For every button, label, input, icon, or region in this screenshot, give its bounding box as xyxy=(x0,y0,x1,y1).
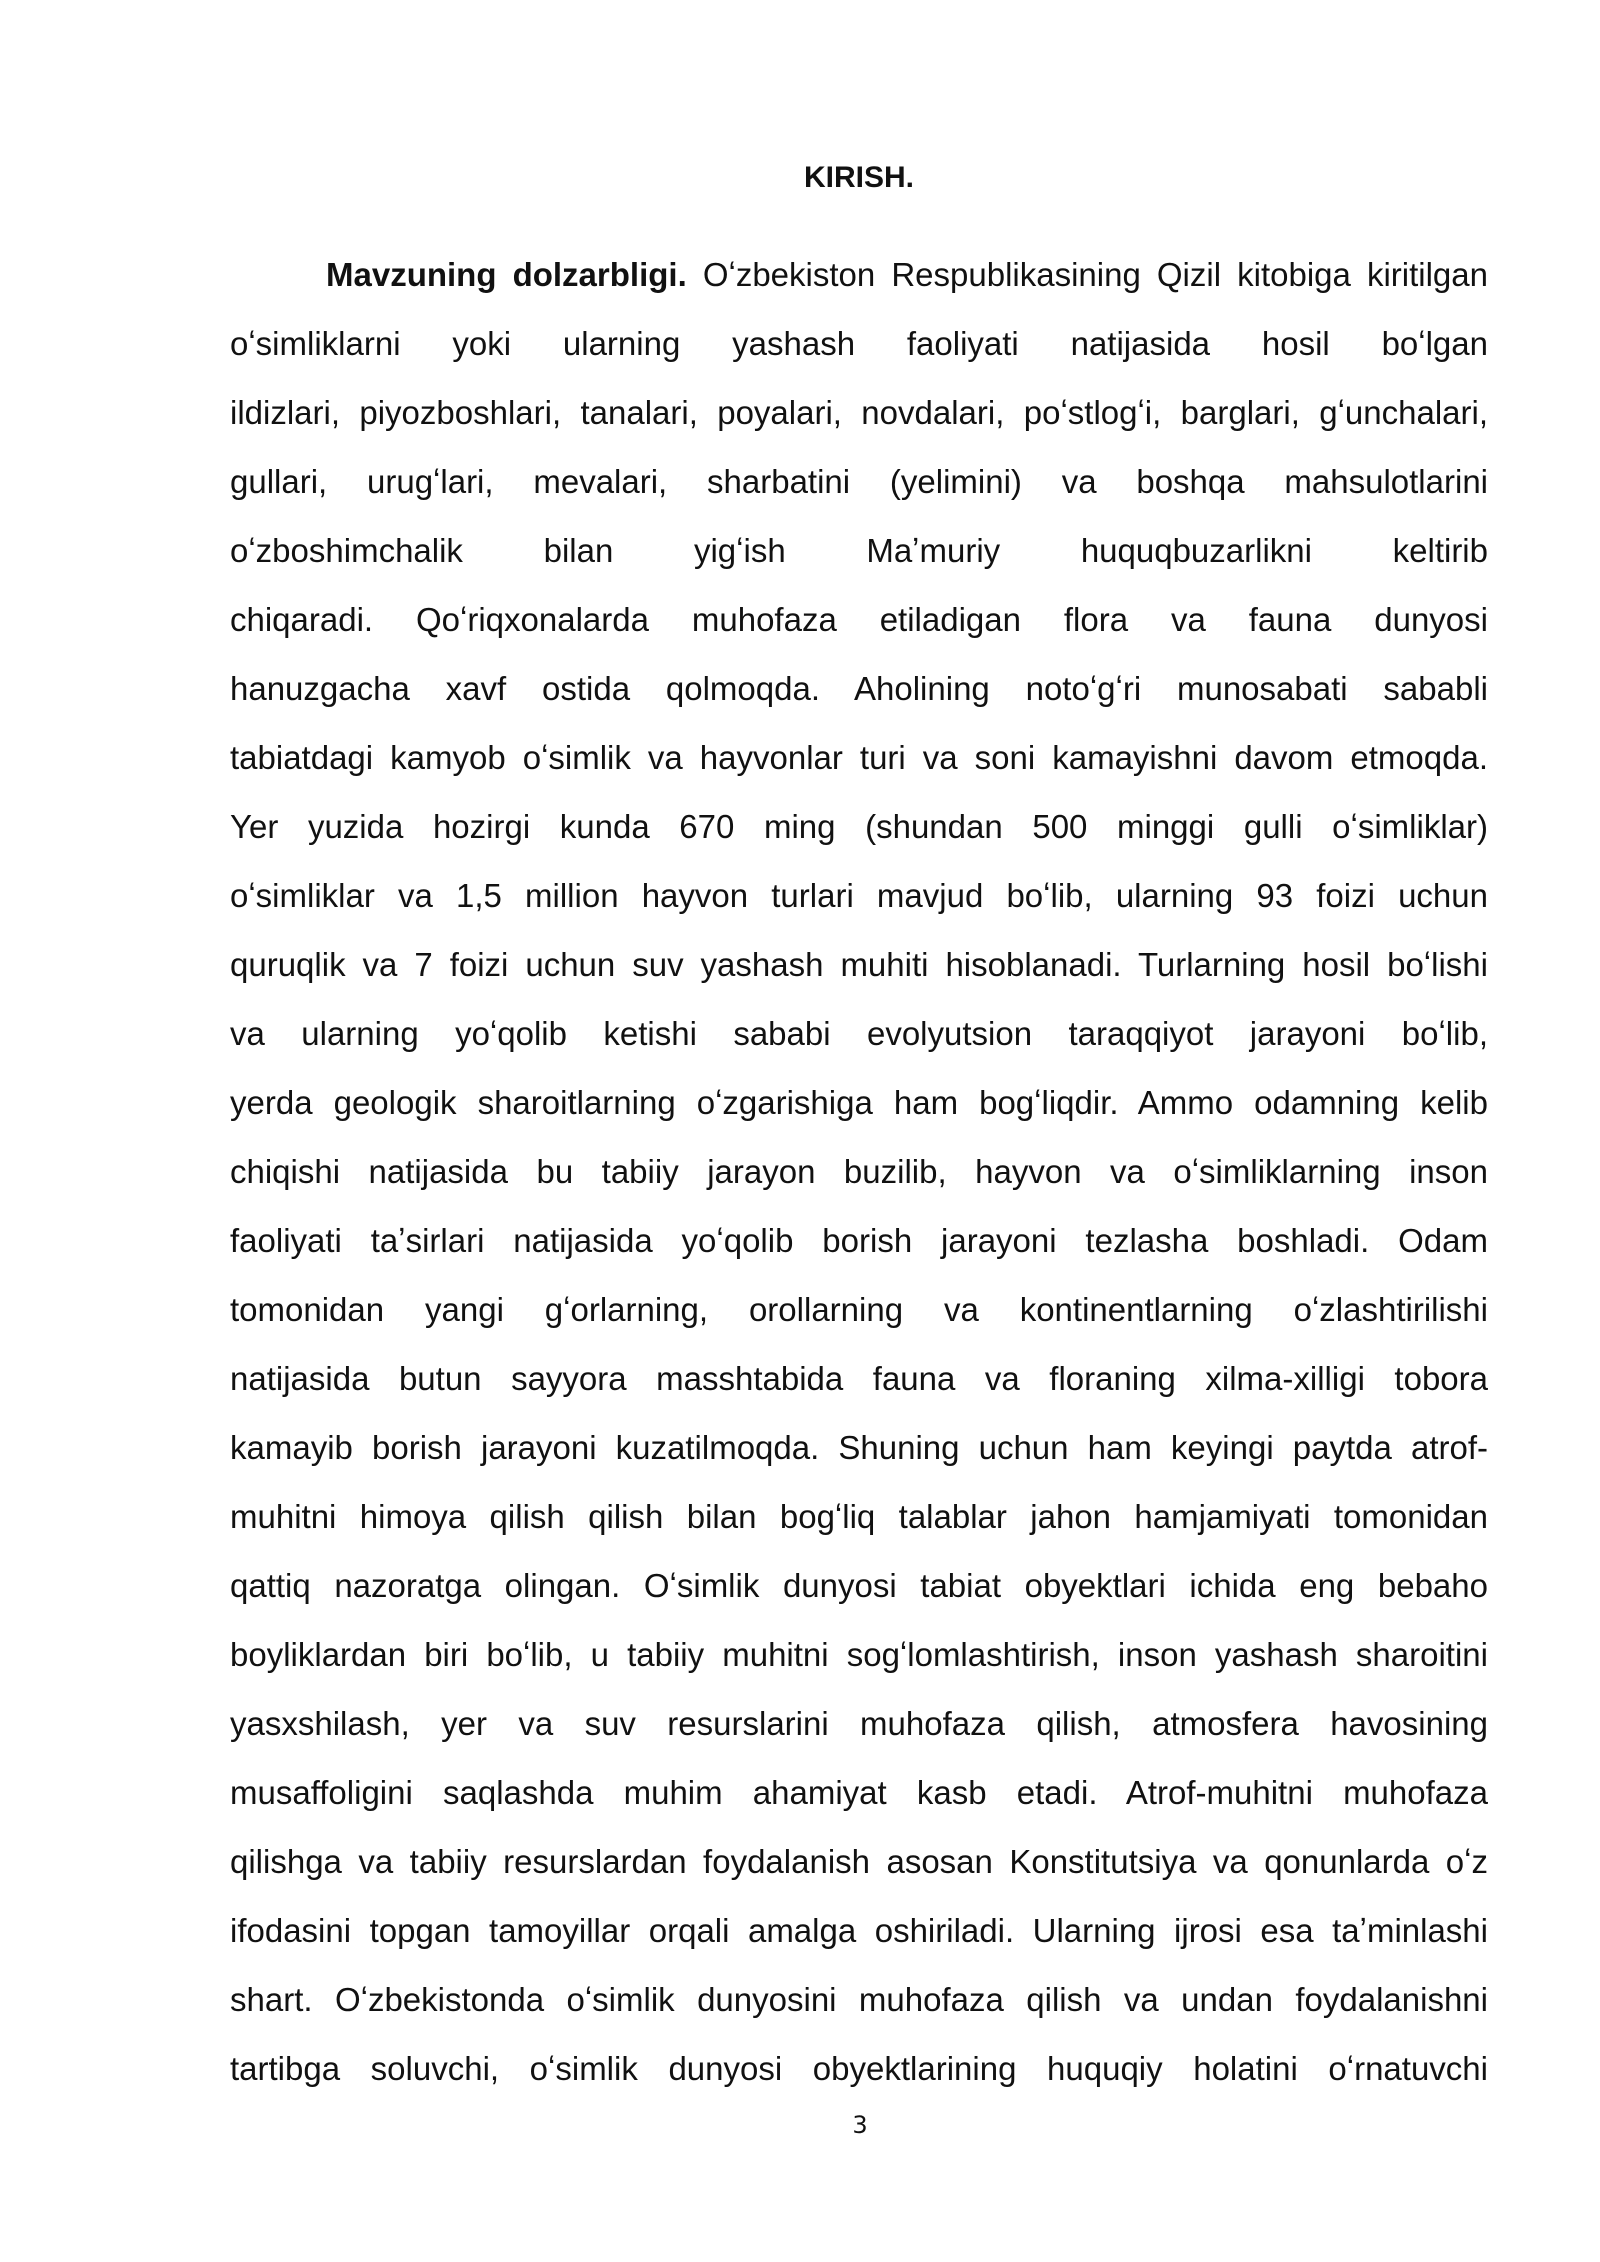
paragraph-line: tabiatdagi kamyob oʻsimlik va hayvonlar turi va soni kamayishni davom etmoqda. xyxy=(230,739,1488,776)
body-paragraph xyxy=(230,240,1488,2103)
paragraph-line: yerda geologik sharoitlarning oʻzgarishiga ham bogʻliqdir. Ammo odamning kelib xyxy=(230,1084,1488,1121)
paragraph-line: qilishga va tabiiy resurslardan foydalanish asosan Konstitutsiya va qonunlarda oʻz xyxy=(230,1843,1488,1880)
paragraph-line: oʻzboshimchalik bilan yigʻish Maʼmuriy huquqbuzarlikni keltirib xyxy=(230,532,1488,569)
paragraph-line: kamayib borish jarayoni kuzatilmoqda. Shuning uchun ham keyingi paytda atrof- xyxy=(230,1429,1488,1466)
paragraph-line: oʻsimliklarni yoki ularning yashash faoliyati natijasida hosil boʻlgan xyxy=(230,325,1488,362)
section-lead: Mavzuning dolzarbligi. xyxy=(326,256,687,293)
paragraph-line: oʻsimliklar va 1,5 million hayvon turlari mavjud boʻlib, ularning 93 foizi uchun xyxy=(230,877,1488,914)
paragraph-line: hanuzgacha xavf ostida qolmoqda. Aholining notoʻgʻri munosabati sababli xyxy=(230,670,1488,707)
page-title: KIRISH. xyxy=(803,161,914,194)
paragraph-line: musaffoligini saqlashda muhim ahamiyat kasb etadi. Atrof-muhitni muhofaza xyxy=(230,1774,1488,1811)
paragraph-line: Yer yuzida hozirgi kunda 670 ming (shundan 500 minggi gulli oʻsimliklar) xyxy=(230,808,1488,845)
paragraph-line: yasxshilash, yer va suv resurslarini muhofaza qilish, atmosfera havosining xyxy=(230,1705,1488,1742)
paragraph-line: boyliklardan biri boʻlib, u tabiiy muhitni sogʻlomlashtirish, inson yashash sharoitini xyxy=(230,1636,1488,1673)
paragraph-line xyxy=(230,240,1488,309)
paragraph-line: muhitni himoya qilish qilish bilan bogʻliq talablar jahon hamjamiyati tomonidan xyxy=(230,1498,1488,1535)
paragraph-line: ifodasini topgan tamoyillar orqali amalga oshiriladi. Ularning ijrosi esa taʼminlashi xyxy=(230,1912,1488,1949)
title-container xyxy=(230,158,1488,198)
page-number: 3 xyxy=(852,2111,868,2139)
paragraph-line: gullari, urugʻlari, mevalari, sharbatini (yelimini) va boshqa mahsulotlarini xyxy=(230,463,1488,500)
paragraph-line: ildizlari, piyozboshlari, tanalari, poyalari, novdalari, poʻstlogʻi, barglari, gʻunchalari, xyxy=(230,394,1488,431)
paragraph-line: chiqaradi. Qoʻriqxonalarda muhofaza etiladigan flora va fauna dunyosi xyxy=(230,601,1488,638)
paragraph-line: natijasida butun sayyora masshtabida fauna va floraning xilma-xilligi tobora xyxy=(230,1360,1488,1397)
paragraph-line: faoliyati taʼsirlari natijasida yoʻqolib borish jarayoni tezlasha boshladi. Odam xyxy=(230,1222,1488,1259)
paragraph-line: qattiq nazoratga olingan. Oʻsimlik dunyosi tabiat obyektlari ichida eng bebaho xyxy=(230,1567,1488,1604)
line-text: Oʻzbekiston Respublikasining Qizil kitobiga kiritilgan xyxy=(686,256,1488,293)
paragraph-line: shart. Oʻzbekistonda oʻsimlik dunyosini muhofaza qilish va undan foydalanishni xyxy=(230,1981,1488,2018)
paragraph-line: quruqlik va 7 foizi uchun suv yashash muhiti hisoblanadi. Turlarning hosil boʻlishi xyxy=(230,946,1488,983)
paragraph-line: tartibga soluvchi, oʻsimlik dunyosi obyektlarining huquqiy holatini oʻrnatuvchi xyxy=(230,2050,1488,2087)
paragraph-line: va ularning yoʻqolib ketishi sababi evolyutsion taraqqiyot jarayoni boʻlib, xyxy=(230,1015,1488,1052)
paragraph-line: chiqishi natijasida bu tabiiy jarayon buzilib, hayvon va oʻsimliklarning inson xyxy=(230,1153,1488,1190)
paragraph-line: tomonidan yangi gʻorlarning, orollarning va kontinentlarning oʻzlashtirilishi xyxy=(230,1291,1488,1328)
